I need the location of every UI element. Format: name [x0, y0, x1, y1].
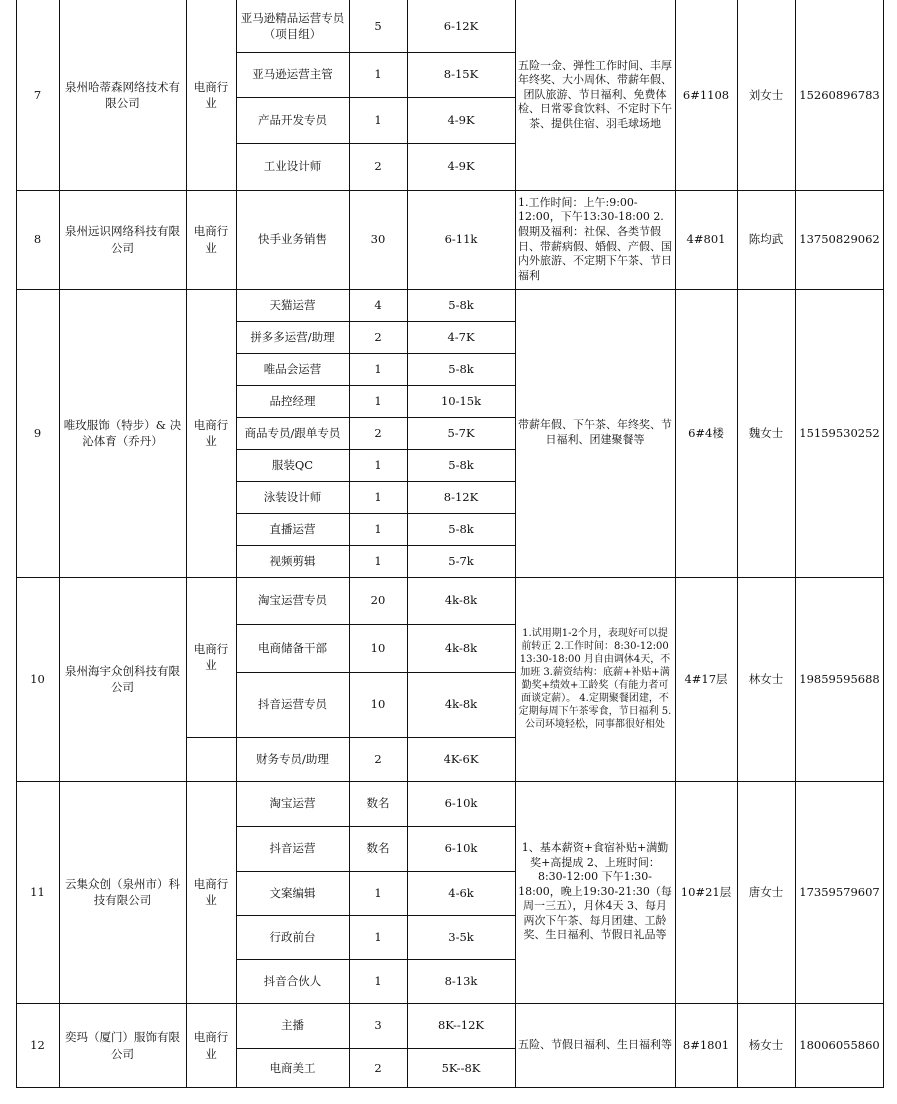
- salary-cell: 5-8k: [448, 297, 474, 312]
- position-cell: 商品专员/跟单专员: [244, 425, 341, 440]
- salary-cell: 3-5k: [448, 929, 474, 944]
- grid-line: [16, 0, 17, 1088]
- count-cell: 1: [374, 393, 382, 408]
- company-name-cell: 泉州哈蒂森网络技术有限公司: [65, 79, 180, 110]
- count-cell: 1: [374, 553, 382, 568]
- benefits-cell: 1、基本薪资+食宿补贴+满勤奖+高提成 2、上班时间：8:30-12:00 下午1:30-18:00，晚上19:30-21:30（每周一三五），月休4天 3、每月两次下午茶、每月团建、工龄奖、生日福利、节假日礼品等: [518, 841, 672, 942]
- grid-line: [236, 417, 515, 418]
- position-cell: 抖音合伙人: [263, 973, 322, 988]
- grid-line: [236, 915, 515, 916]
- grid-line: [16, 190, 884, 191]
- grid-line: [186, 0, 187, 1088]
- salary-cell: 4-9K: [447, 112, 475, 127]
- contact-cell: 陈均武: [748, 232, 784, 247]
- position-cell: 服装QC: [271, 457, 314, 472]
- position-cell: 淘宝运营: [269, 796, 316, 811]
- grid-line: [737, 0, 738, 1088]
- grid-line: [236, 0, 237, 1088]
- salary-cell: 8-12K: [443, 489, 479, 504]
- count-cell: 1: [374, 973, 382, 988]
- grid-line: [236, 449, 515, 450]
- count-cell: 1: [374, 361, 382, 376]
- position-cell: 天猫运营: [269, 297, 316, 312]
- position-cell: 工业设计师: [263, 159, 322, 174]
- count-cell: 1: [374, 521, 382, 536]
- booth-cell: 10#21层: [680, 884, 732, 899]
- position-cell: 亚马逊运营主管: [252, 67, 333, 82]
- position-cell: 抖音运营专员: [258, 697, 327, 712]
- grid-line: [236, 385, 515, 386]
- phone-cell: 17359579607: [799, 884, 880, 899]
- benefits-cell: 1.试用期1-2个月，表现好可以提前转正 2.工作时间：8:30-12:00 13:30-18:00 月自由调休4天，不加班 3.薪资结构：底薪+补贴+满勤奖+绩效+工龄奖（有能力者可面谈定薪）。 4.定期聚餐团建，不定期每周下午茶零食，节日福利 5.公司环境轻松，同事都很好相处: [518, 628, 672, 730]
- grid-line: [186, 737, 515, 738]
- grid-line: [883, 0, 884, 1088]
- position-cell: 产品开发专员: [258, 112, 327, 127]
- count-cell: 1: [374, 929, 382, 944]
- grid-line: [236, 624, 515, 625]
- salary-cell: 6-10k: [444, 841, 478, 856]
- position-cell: 电商储备干部: [258, 640, 327, 655]
- count-cell: 数名: [366, 841, 390, 856]
- salary-cell: 8K--12K: [437, 1018, 485, 1033]
- position-cell: 电商美工: [269, 1060, 316, 1075]
- grid-line: [16, 1003, 884, 1004]
- grid-line: [515, 0, 516, 1088]
- phone-cell: 13750829062: [799, 232, 880, 247]
- company-name-cell: 泉州远识网络科技有限公司: [65, 224, 180, 255]
- grid-line: [236, 959, 515, 960]
- position-cell: 行政前台: [269, 929, 316, 944]
- grid-line: [675, 0, 676, 1088]
- company-name-cell: 云集众创（泉州市）科技有限公司: [65, 876, 180, 907]
- industry-cell: 电商行业: [193, 1030, 229, 1061]
- seq-cell: 11: [30, 884, 45, 899]
- salary-cell: 6-12K: [443, 18, 479, 33]
- grid-line: [236, 513, 515, 514]
- salary-cell: 6-10k: [444, 796, 478, 811]
- count-cell: 1: [374, 885, 382, 900]
- count-cell: 10: [370, 640, 386, 655]
- phone-cell: 19859595688: [799, 671, 880, 686]
- count-cell: 3: [374, 1018, 382, 1033]
- count-cell: 2: [374, 159, 382, 174]
- benefits-cell: 五险一金、弹性工作时间、丰厚年终奖、大小周休、带薪年假、团队旅游、节日福利、免费体检、日常零食饮料、不定时下午茶、提供住宿、羽毛球场地: [518, 58, 672, 130]
- position-cell: 泳装设计师: [263, 489, 322, 504]
- grid-line: [236, 826, 515, 827]
- salary-cell: 5K--8K: [441, 1060, 481, 1075]
- grid-line: [236, 871, 515, 872]
- seq-cell: 7: [33, 87, 42, 102]
- position-cell: 品控经理: [269, 393, 316, 408]
- seq-cell: 10: [30, 671, 45, 686]
- count-cell: 10: [370, 697, 386, 712]
- salary-cell: 5-7K: [447, 425, 475, 440]
- grid-line: [59, 0, 60, 1088]
- industry-cell: 电商行业: [193, 224, 229, 255]
- contact-cell: 刘女士: [748, 87, 784, 102]
- count-cell: 2: [374, 425, 382, 440]
- seq-cell: 8: [33, 232, 42, 247]
- position-cell: 淘宝运营专员: [258, 593, 327, 608]
- grid-line: [236, 672, 515, 673]
- grid-line: [16, 289, 884, 290]
- count-cell: 1: [374, 457, 382, 472]
- industry-cell: 电商行业: [193, 79, 229, 110]
- position-cell: 唯品会运营: [263, 361, 322, 376]
- salary-cell: 5-8k: [448, 361, 474, 376]
- count-cell: 20: [370, 593, 386, 608]
- grid-line: [16, 1087, 884, 1088]
- count-cell: 30: [370, 232, 386, 247]
- salary-cell: 4-9K: [447, 159, 475, 174]
- benefits-cell: 五险、节假日福利、生日福利等: [518, 1038, 672, 1052]
- count-cell: 2: [374, 1060, 382, 1075]
- booth-cell: 4#17层: [684, 671, 728, 686]
- salary-cell: 6-11k: [444, 232, 478, 247]
- booth-cell: 6#1108: [682, 87, 730, 102]
- position-cell: 主播: [281, 1018, 304, 1033]
- salary-cell: 5-8k: [448, 521, 474, 536]
- grid-line: [236, 353, 515, 354]
- count-cell: 4: [374, 297, 382, 312]
- salary-cell: 4k-8k: [444, 697, 478, 712]
- salary-cell: 8-13k: [444, 973, 478, 988]
- count-cell: 2: [374, 329, 382, 344]
- position-cell: 财务专员/助理: [256, 751, 329, 766]
- recruitment-table: [16, 0, 884, 1088]
- booth-cell: 4#801: [686, 232, 726, 247]
- industry-cell: 电商行业: [193, 417, 229, 448]
- booth-cell: 8#1801: [682, 1038, 730, 1053]
- salary-cell: 4k-8k: [444, 640, 478, 655]
- contact-cell: 唐女士: [748, 884, 784, 899]
- salary-cell: 4K-6K: [443, 751, 479, 766]
- grid-line: [236, 1048, 515, 1049]
- count-cell: 5: [374, 18, 382, 33]
- position-cell: 拼多多运营/助理: [250, 329, 335, 344]
- salary-cell: 10-15k: [440, 393, 482, 408]
- contact-cell: 林女士: [748, 671, 784, 686]
- industry-cell: 电商行业: [193, 641, 229, 672]
- salary-cell: 4-6k: [448, 885, 474, 900]
- grid-line: [16, 577, 884, 578]
- position-cell: 视频剪辑: [269, 553, 316, 568]
- count-cell: 数名: [366, 796, 390, 811]
- grid-line: [236, 52, 515, 53]
- contact-cell: 魏女士: [748, 425, 784, 440]
- company-name-cell: 泉州海宇众创科技有限公司: [65, 663, 180, 694]
- count-cell: 1: [374, 67, 382, 82]
- salary-cell: 4k-8k: [444, 593, 478, 608]
- grid-line: [236, 545, 515, 546]
- salary-cell: 5-7k: [448, 553, 474, 568]
- grid-line: [795, 0, 796, 1088]
- position-cell: 亚马逊精品运营专员（项目组）: [240, 10, 345, 41]
- contact-cell: 杨女士: [748, 1038, 784, 1053]
- count-cell: 1: [374, 489, 382, 504]
- phone-cell: 15260896783: [799, 87, 880, 102]
- position-cell: 直播运营: [269, 521, 316, 536]
- booth-cell: 6#4楼: [688, 425, 724, 440]
- company-name-cell: 奕玛（厦门）服饰有限公司: [65, 1030, 180, 1061]
- salary-cell: 4-7K: [447, 329, 475, 344]
- grid-line: [236, 481, 515, 482]
- benefits-cell: 带薪年假、下午茶、年终奖、节日福利、团建聚餐等: [518, 418, 672, 446]
- company-name-cell: 唯玫服饰（特步）& 决沁体育（乔丹）: [63, 417, 182, 448]
- grid-line: [236, 321, 515, 322]
- position-cell: 文案编辑: [269, 885, 316, 900]
- salary-cell: 5-8k: [448, 457, 474, 472]
- seq-cell: 12: [30, 1038, 45, 1053]
- grid-line: [236, 97, 515, 98]
- industry-cell: 电商行业: [193, 876, 229, 907]
- grid-line: [349, 0, 350, 1088]
- position-cell: 快手业务销售: [258, 232, 327, 247]
- count-cell: 1: [374, 112, 382, 127]
- salary-cell: 8-15K: [443, 67, 479, 82]
- grid-line: [236, 143, 515, 144]
- grid-line: [16, 781, 884, 782]
- phone-cell: 18006055860: [799, 1038, 880, 1053]
- count-cell: 2: [374, 751, 382, 766]
- position-cell: 抖音运营: [269, 841, 316, 856]
- grid-line: [407, 0, 408, 1088]
- phone-cell: 15159530252: [799, 425, 880, 440]
- benefits-cell: 1.工作时间：上午:9:00-12:00，下午13:30-18:00 2.假期及福利：社保、各类节假日、带薪病假、婚假、产假、国内外旅游、不定期下午茶、节日福利: [518, 195, 672, 282]
- seq-cell: 9: [33, 425, 42, 440]
